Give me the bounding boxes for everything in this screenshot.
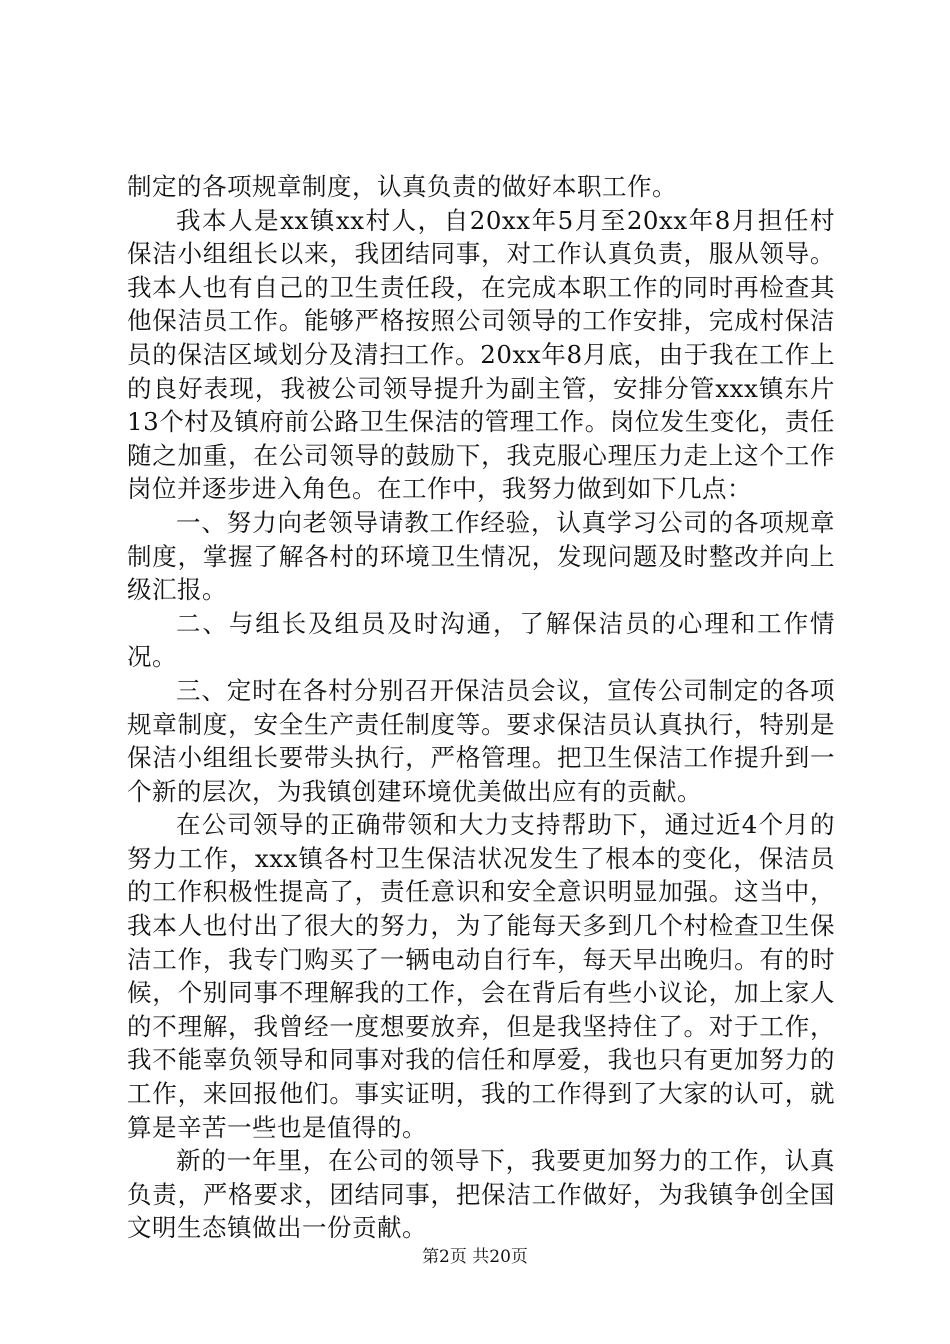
paragraph-1: 制定的各项规章制度，认真负责的做好本职工作。 [127, 172, 677, 201]
paragraph-4: 二、与组长及组员及时沟通，了解保洁员的心理和工作情况。 [127, 608, 835, 672]
paragraph-6: 在公司领导的正确带领和大力支持帮助下，通过近4个月的努力工作，xxx镇各村卫生保洁状况发生了根本的变化，保洁员的工作积极性提高了，责任意识和安全意识明显加强。这当中，我本人也付出了很大的努力，为了能每天多到几个村检查卫生保洁工作，我专门购买了一辆电动自行车，每天早出晚归。有的时候，个别同事不理解我的工作，会在背后有些小议论，加上家人的不理解，我曾经一度想要放弃，但是我坚持住了。对于工作，我不能辜负领导和同事对我的信任和厚爱，我也只有更加努力的工作，来回报他们。事实证明，我的工作得到了大家的认可，就算是辛苦一些也是值得的。 [127, 810, 835, 1142]
paragraph-3: 一、努力向老领导请教工作经验，认真学习公司的各项规章制度，掌握了解各村的环境卫生情况，发现问题及时整改并向上级汇报。 [127, 507, 835, 605]
paragraph-5: 三、定时在各村分别召开保洁员会议，宣传公司制定的各项规章制度，安全生产责任制度等。要求保洁员认真执行，特别是保洁小组组长要带头执行，严格管理。把卫生保洁工作提升到一个新的层次，为我镇创建环境优美做出应有的贡献。 [127, 675, 835, 806]
paragraph-7: 新的一年里，在公司的领导下，我要更加努力的工作，认真负责，严格要求，团结同事，把保洁工作做好，为我镇争创全国文明生态镇做出一份贡献。 [127, 1146, 835, 1243]
document-body [127, 170, 835, 1245]
paragraph-2: 我本人是xx镇xx村人，自20xx年5月至20xx年8月担任村保洁小组组长以来，我团结同事，对工作认真负责，服从领导。我本人也有自己的卫生责任段，在完成本职工作的同时再检查其他保洁员工作。能够严格按照公司领导的工作安排，完成村保洁员的保洁区域划分及清扫工作。20xx年8月底，由于我在工作上的良好表现，我被公司领导提升为副主管，安排分管xxx镇东片13个村及镇府前公路卫生保洁的管理工作。岗位发生变化，责任随之加重，在公司领导的鼓励下，我克服心理压力走上这个工作岗位并逐步进入角色。在工作中，我努力做到如下几点： [127, 205, 835, 504]
page-number-footer: 第2页 共20页 [422, 1247, 528, 1267]
